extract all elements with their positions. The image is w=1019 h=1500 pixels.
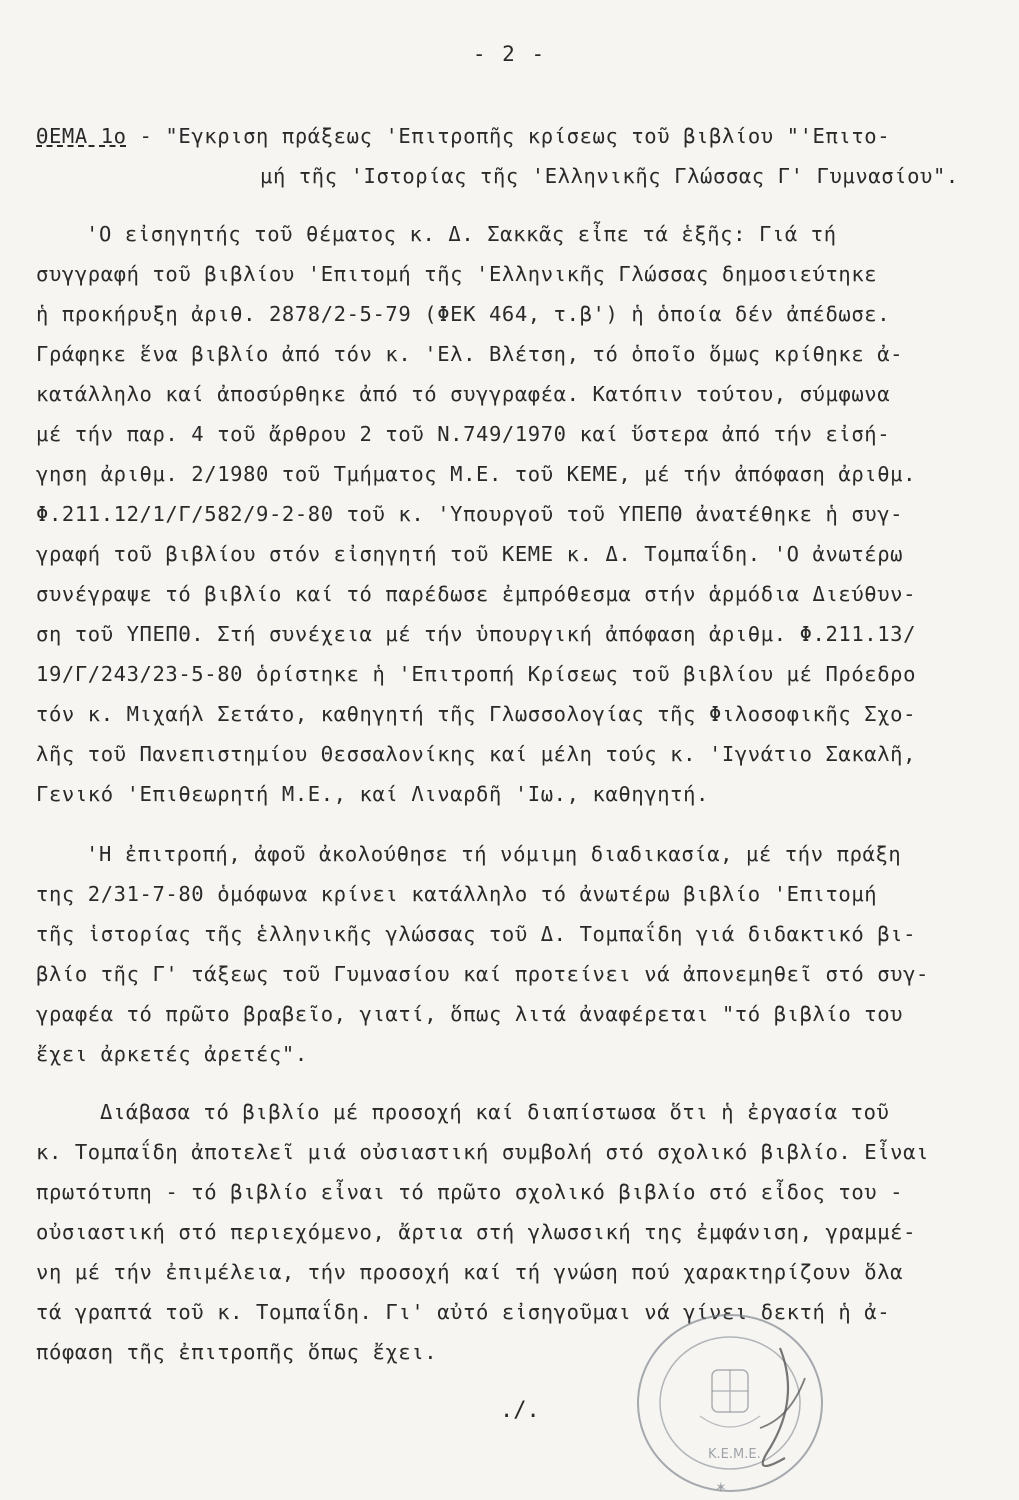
p1-line: τόν κ. Μιχαήλ Σετάτο, καθηγητή τῆς Γλωσσολογίας τῆς Φιλοσοφικῆς Σχο- — [36, 702, 917, 726]
p2-line: τῆς ἱστορίας τῆς ἑλληνικῆς γλώσσας τοῦ Δ. Τομπαΐδη γιά διδακτικό βι- — [36, 922, 917, 946]
p1-line: συνέγραψε τό βιβλίο καί τό παρέδωσε ἐμπρόθεσμα στήν ἁρμόδια Διεύθυν- — [36, 582, 917, 606]
p1-line: λῆς τοῦ Πανεπιστημίου Θεσσαλονίκης καί μέλη τούς κ. 'Ιγνάτιο Σακαλῆ, — [36, 742, 917, 766]
p1-line: γηση ἀριθμ. 2/1980 τοῦ Τμήματος Μ.Ε. τοῦ ΚΕΜΕ, μέ τήν ἀπόφαση ἀριθμ. — [36, 462, 917, 486]
p1-line: κατάλληλο καί ἀποσύρθηκε ἀπό τό συγγραφέα. Κατόπιν τούτου, σύμφωνα — [36, 382, 891, 406]
p2-line: της 2/31-7-80 ὁμόφωνα κρίνει κατάλληλο τό ἀνωτέρω βιβλίο 'Επιτομή — [36, 882, 878, 906]
p1-line: γραφή τοῦ βιβλίου στόν εἰσηγητή τοῦ ΚΕΜΕ κ. Δ. Τομπαΐδη. 'Ο ἀνωτέρω — [36, 542, 904, 566]
p3-line: τά γραπτά τοῦ κ. Τομπαΐδη. Γι' αὐτό εἰσηγοῦμαι νά γίνει δεκτή ἡ ἀ- — [36, 1300, 891, 1324]
p1-line: μέ τήν παρ. 4 τοῦ ἄρθρου 2 τοῦ Ν.749/1970 καί ὕστερα ἀπό τήν εἰσή- — [36, 422, 891, 446]
p2-line: 'Η ἐπιτροπή, ἀφοῦ ἀκολούθησε τή νόμιμη διαδικασία, μέ τήν πράξη — [86, 842, 902, 866]
heading-label: ΘΕΜΑ 1ο — [36, 124, 127, 148]
p3-line: οὐσιαστική στό περιεχόμενο, ἄρτια στή γλωσσική της ἐμφάνιση, γραμμέ- — [36, 1220, 917, 1244]
p1-line: Γράφηκε ἕνα βιβλίο ἀπό τόν κ. 'Ελ. Βλέτση, τό ὁποῖο ὅμως κρίθηκε ἀ- — [36, 342, 904, 366]
p3-line: κ. Τομπαΐδη ἀποτελεῖ μιά οὐσιαστική συμβολή στό σχολικό βιβλίο. Εἶναι — [36, 1140, 930, 1164]
svg-text:Κ.Ε.Μ.Ε.: Κ.Ε.Μ.Ε. — [708, 1447, 761, 1462]
p1-line: Γενικό 'Επιθεωρητή Μ.Ε., καί Λιναρδῆ 'Ιω., καθηγητή. — [36, 782, 709, 806]
heading-title-1: - "Εγκριση πράξεως 'Επιτροπῆς κρίσεως τοῦ βιβλίου "'Επιτο- — [126, 124, 891, 148]
svg-text:✶: ✶ — [715, 1480, 727, 1496]
p1-line: 19/Γ/243/23-5-80 ὁρίστηκε ἡ 'Επιτροπή Κρίσεως τοῦ βιβλίου μέ Πρόεδρο — [36, 662, 917, 686]
p3-line: πόφαση τῆς ἐπιτροπῆς ὅπως ἔχει. — [36, 1340, 438, 1364]
p2-line: γραφέα τό πρῶτο βραβεῖο, γιατί, ὅπως λιτά ἀναφέρεται "τό βιβλίο του — [36, 1002, 904, 1026]
p3-line: νη μέ τήν ἐπιμέλεια, τήν προσοχή καί τή γνώση πού χαρακτηρίζουν ὅλα — [36, 1260, 904, 1284]
p3-line: πρωτότυπη - τό βιβλίο εἶναι τό πρῶτο σχολικό βιβλίο στό εἶδος του - — [36, 1180, 904, 1204]
official-seal-icon — [630, 1308, 830, 1498]
p3-line: Διάβασα τό βιβλίο μέ προσοχή καί διαπίστωσα ὅτι ἡ ἐργασία τοῦ — [100, 1100, 890, 1124]
p1-line: συγγραφή τοῦ βιβλίου 'Επιτομή τῆς 'Ελληνικῆς Γλώσσας δημοσιεύτηκε — [36, 262, 878, 286]
heading-line-1 — [36, 124, 890, 148]
p1-line: Φ.211.12/1/Γ/582/9-2-80 τοῦ κ. 'Υπουργοῦ τοῦ ΥΠΕΠΘ ἀνατέθηκε ἡ συγ- — [36, 502, 904, 526]
heading-title-2: μή τῆς 'Ιστορίας τῆς 'Ελληνικῆς Γλώσσας Γ' Γυμνασίου". — [260, 164, 959, 188]
p2-line: ἔχει ἀρκετές ἀρετές". — [36, 1042, 308, 1066]
p1-line: 'Ο εἰσηγητής τοῦ θέματος κ. Δ. Σακκᾶς εἶπε τά ἑξῆς: Γιά τή — [86, 222, 837, 246]
p2-line: βλίο τῆς Γ' τάξεως τοῦ Γυμνασίου καί προτείνει νά ἀπονεμηθεῖ στό συγ- — [36, 962, 930, 986]
p1-line: ἡ προκήρυξη ἀριθ. 2878/2-5-79 (ΦΕΚ 464, τ.β') ἡ ὁποία δέν ἀπέδωσε. — [36, 302, 891, 326]
closing-mark: ./. — [500, 1398, 540, 1423]
page-number: - 2 - — [472, 42, 547, 66]
p1-line: ση τοῦ ΥΠΕΠΘ. Στή συνέχεια μέ τήν ὑπουργική ἀπόφαση ἀριθμ. Φ.211.13/ — [36, 622, 917, 646]
